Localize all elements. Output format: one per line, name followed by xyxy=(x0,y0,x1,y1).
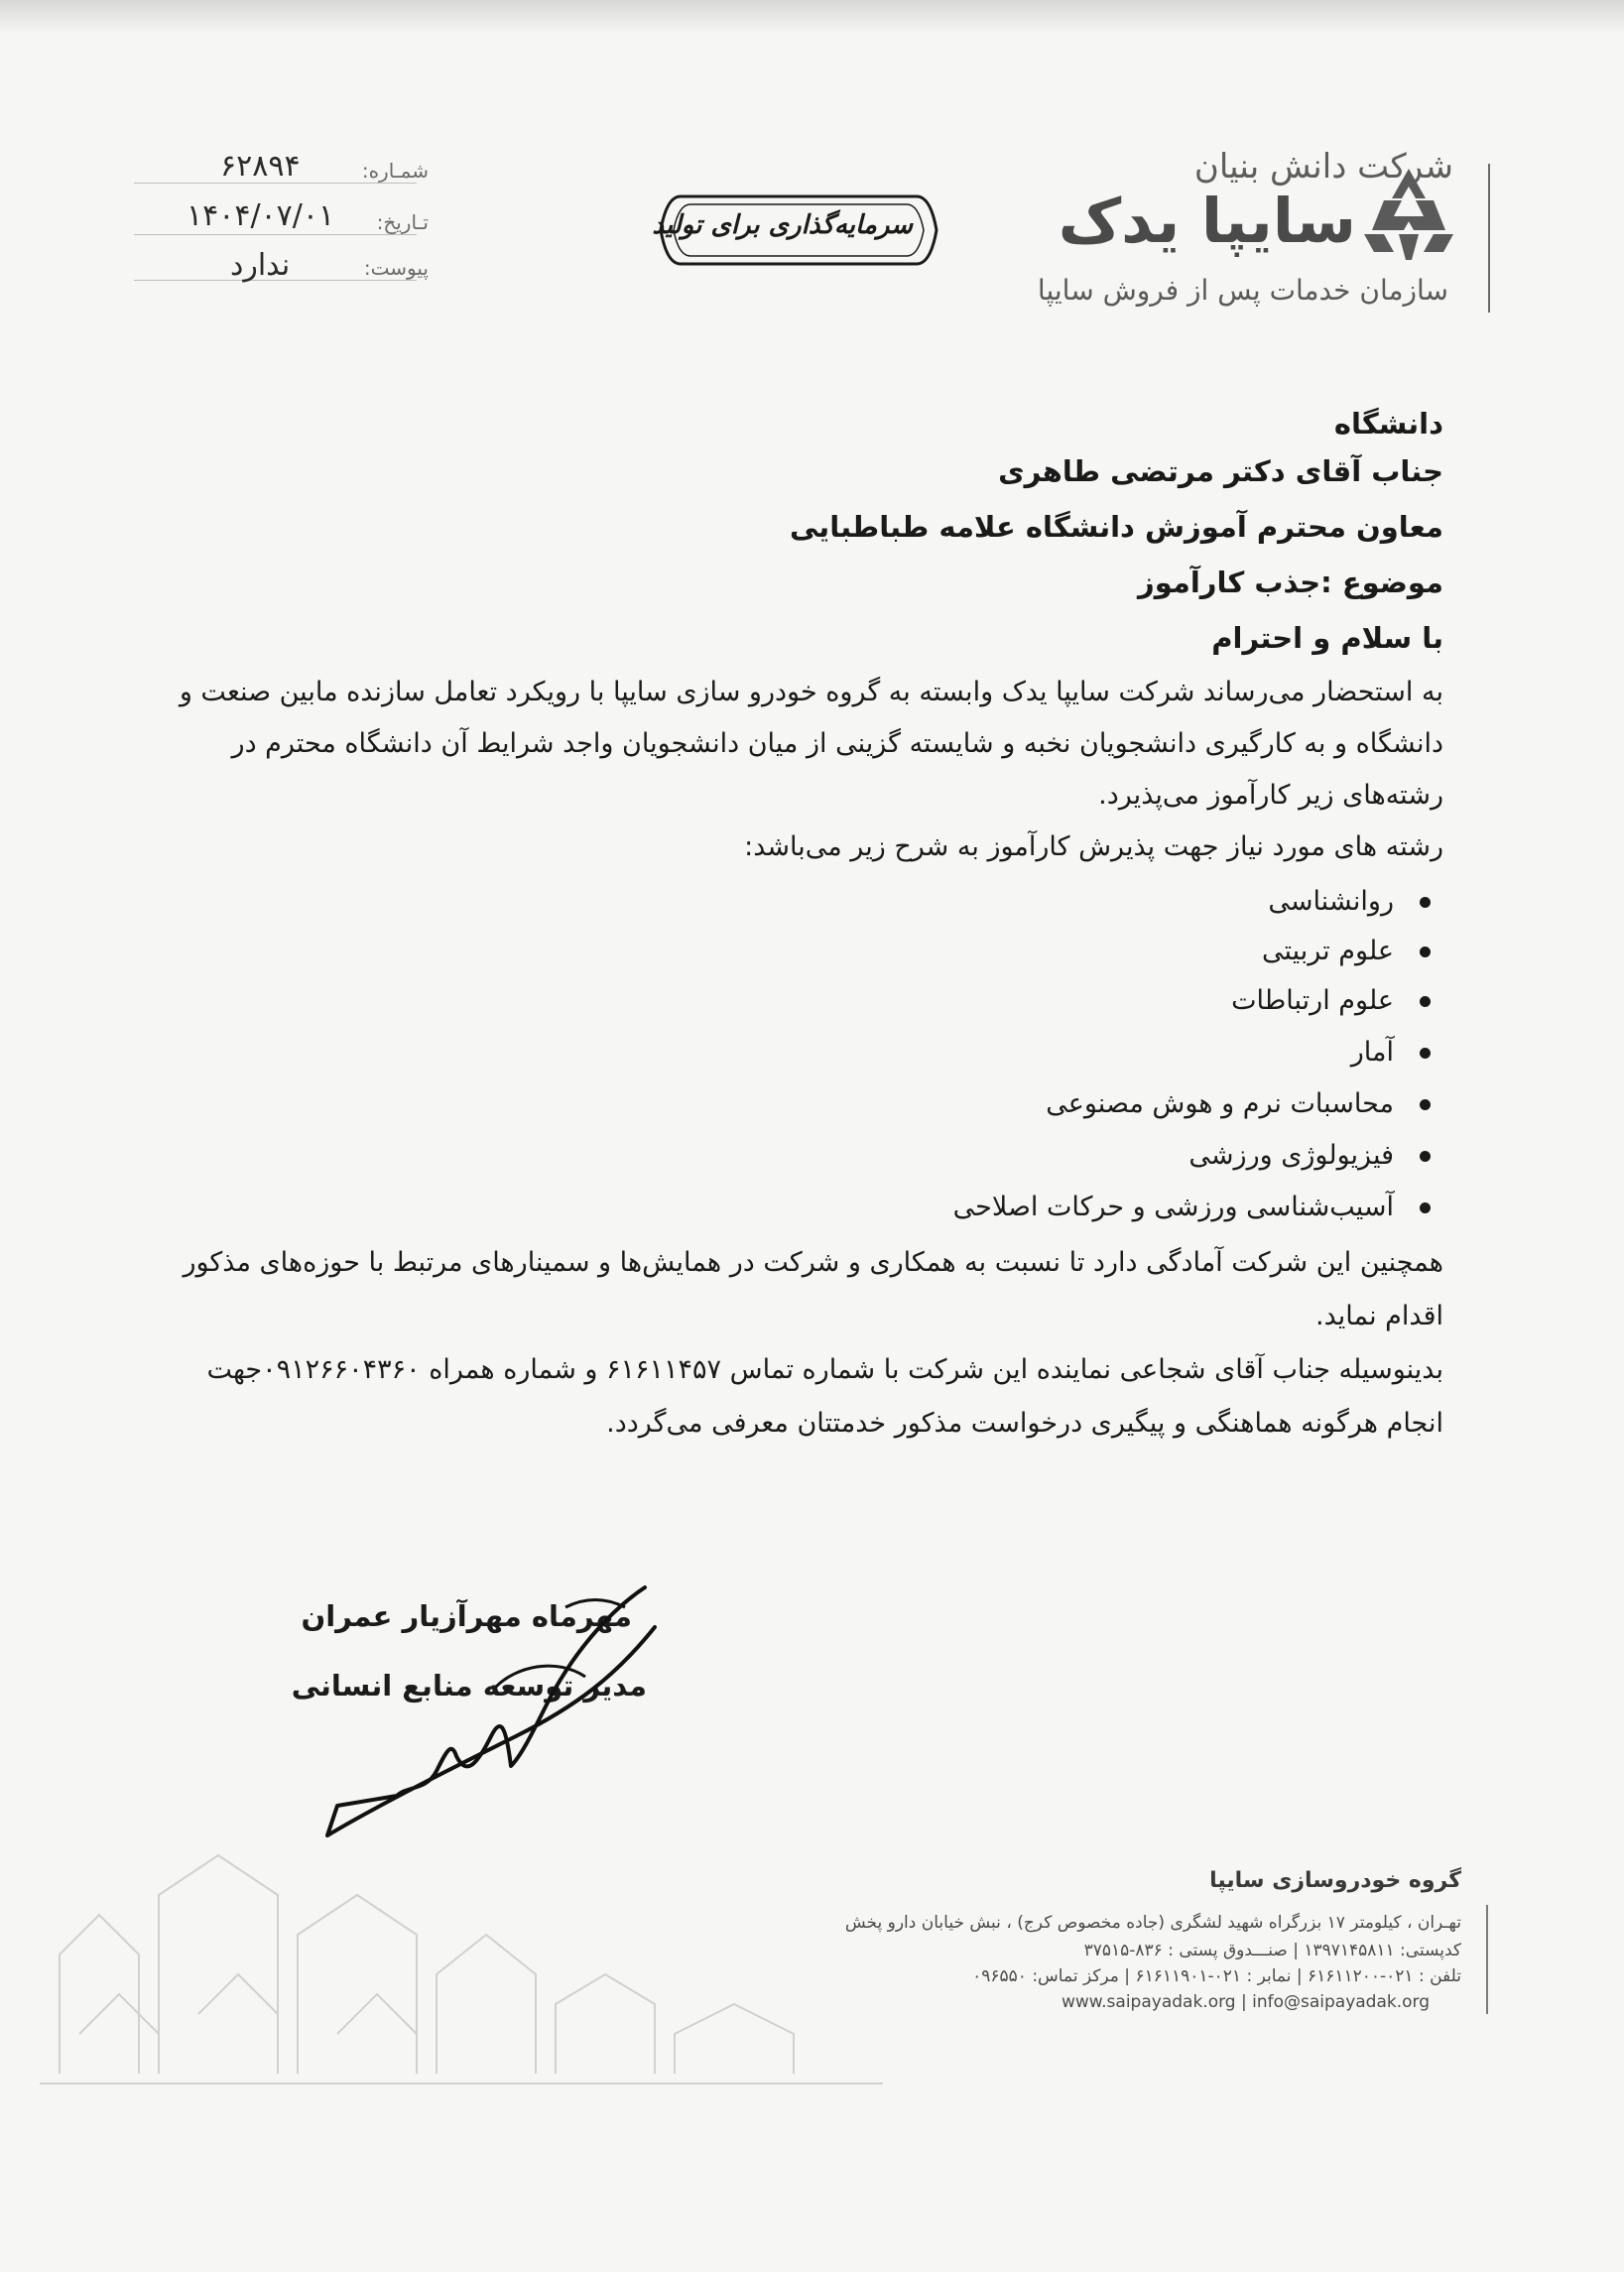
recipient-title: معاون محترم آموزش دانشگاه علامه طباطبایی xyxy=(789,510,1443,544)
bullet-icon xyxy=(1420,1099,1431,1110)
attachment-value: ندارد xyxy=(230,248,291,283)
company-name: سایپا یدک xyxy=(1058,185,1356,257)
handwritten-signature-icon xyxy=(317,1568,665,1865)
paragraph2-line: همچنین این شرکت آمادگی دارد تا نسبت به همکاری و شرکت در همایش‌ها و سمینارهای مرتبط با حوزه‌های مذکور xyxy=(183,1247,1443,1278)
company-line1: شرکت دانش بنیان xyxy=(1193,147,1453,187)
list-item: علوم تربیتی xyxy=(1262,936,1431,966)
scan-top-shadow xyxy=(0,0,1624,34)
list-item: فیزیولوژی ورزشی xyxy=(1188,1140,1431,1171)
footer-phones: تلفن : ۰۲۱-۶۱۶۱۱۲۰۰ | نمابر : ۰۲۱-۶۱۶۱۱۹۰۱ | مرکز تماس: ۰۹۶۵۵۰ xyxy=(972,1966,1461,1986)
footer-group-name: گروه خودروسازی سایپا xyxy=(1209,1868,1461,1893)
date-label: تـاریخ: xyxy=(376,210,429,234)
footer-web: www.saipayadak.org | info@saipayadak.org xyxy=(1062,1992,1431,2012)
paragraph1-line: رشته‌های زیر کارآموز می‌پذیرد. xyxy=(1098,780,1443,811)
list-item: علوم ارتباطات xyxy=(1231,985,1431,1016)
company-subtitle: سازمان خدمات پس از فروش سایپا xyxy=(1037,274,1448,307)
decorative-pattern-icon xyxy=(40,1835,883,2093)
footer-address: تهـران ، کیلومتر ۱۷ بزرگراه شهید لشگری (جاده مخصوص کرج) ، نبش خیابان دارو پخش xyxy=(844,1913,1461,1933)
recipient-org: دانشگاه xyxy=(1333,407,1443,441)
greeting: با سلام و احترام xyxy=(1211,621,1443,655)
signatory-name: مهرماه مهرآزیار عمران xyxy=(301,1599,632,1633)
bullet-icon xyxy=(1420,947,1431,957)
list-item: روانشناسی xyxy=(1268,886,1431,917)
slogan-text: سرمایه‌گذاری برای تولید xyxy=(652,210,913,240)
bullet-icon xyxy=(1420,897,1431,908)
paragraph1-line: دانشگاه و به کارگیری دانشجویان نخبه و شایسته گزینی از میان دانشجویان واجد شرایط آن دانشگاه محترم در xyxy=(231,728,1443,759)
recipient-name: جناب آقای دکتر مرتضی طاهری xyxy=(998,454,1443,488)
paragraph3-line: انجام هرگونه هماهنگی و پیگیری درخواست مذکور خدمتتان معرفی می‌گردد. xyxy=(606,1408,1443,1439)
number-value: ۶۲۸۹۴ xyxy=(220,149,301,184)
paragraph1-line: به استحضار می‌رساند شرکت سایپا یدک وابسته به گروه خودرو سازی سایپا با رویکرد تعامل سازنده مابین صنعت و xyxy=(179,677,1443,707)
header-divider xyxy=(1488,164,1490,313)
paragraph2-line: اقدام نماید. xyxy=(1314,1301,1443,1331)
subject-line: موضوع :جذب کارآموز xyxy=(1138,566,1443,599)
list-item: محاسبات نرم و هوش مصنوعی xyxy=(1046,1088,1431,1119)
paragraph3-line: بدینوسیله جناب آقای شجاعی نماینده این شرکت با شماره تماس ۶۱۶۱۱۴۵۷ و شماره همراه ۰۹۱۲۶۶۰۴۳۶۰جهت xyxy=(206,1354,1443,1385)
attachment-label: پیوست: xyxy=(363,256,429,280)
footer-divider xyxy=(1486,1905,1488,2014)
date-underline xyxy=(134,234,417,235)
fields-intro: رشته های مورد نیاز جهت پذیرش کارآموز به شرح زیر می‌باشد: xyxy=(744,831,1443,862)
date-value: ۱۴۰۴/۰۷/۰۱ xyxy=(187,198,335,233)
bullet-icon xyxy=(1420,1202,1431,1213)
bullet-icon xyxy=(1420,1048,1431,1059)
bullet-icon xyxy=(1420,996,1431,1007)
footer-postal: کدپستی: ۱۳۹۷۱۴۵۸۱۱ | صنـــدوق پستی : ۸۳۶-۳۷۵۱۵ xyxy=(1083,1941,1461,1960)
number-label: شمـاره: xyxy=(361,159,429,183)
signatory-title: مدیر توسعه منابع انسانی xyxy=(291,1669,647,1703)
bullet-icon xyxy=(1420,1151,1431,1162)
list-item: آسیب‌شناسی ورزشی و حرکات اصلاحی xyxy=(953,1192,1431,1222)
list-item: آمار xyxy=(1351,1037,1431,1068)
